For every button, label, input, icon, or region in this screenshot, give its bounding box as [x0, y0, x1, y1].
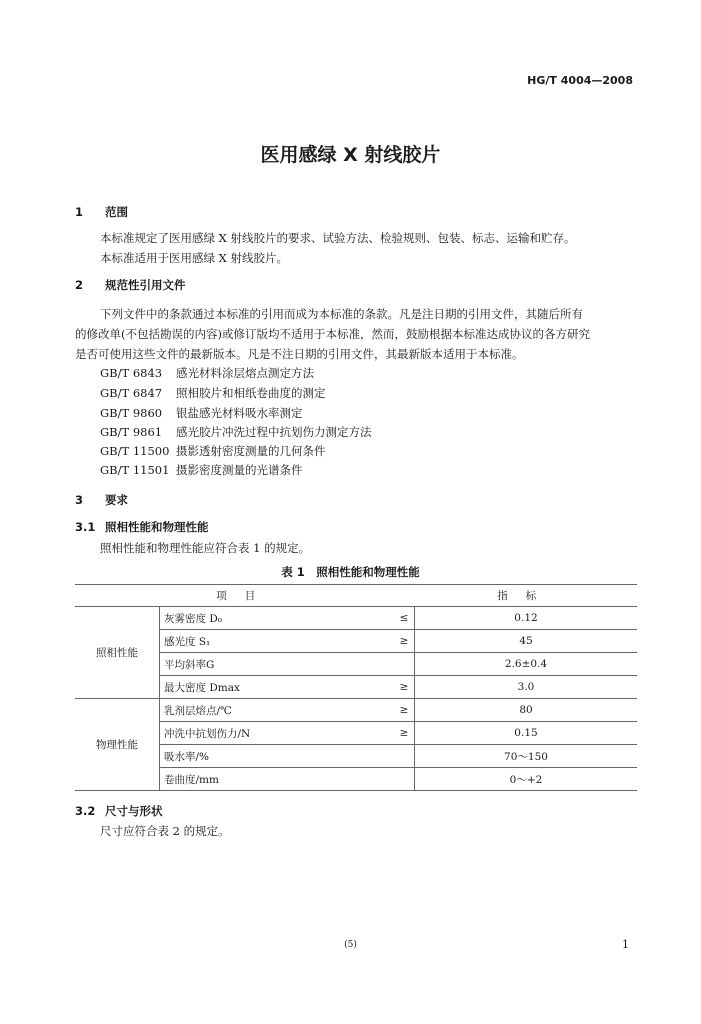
- paragraph-line: 是否可使用这些文件的最新版本。凡是不注日期的引用文件，其最新版本适用于本标准。: [75, 347, 524, 361]
- section-title: 范围: [105, 205, 128, 219]
- row-item: 吸水率/%: [160, 745, 395, 768]
- row-value: 3.0: [415, 676, 638, 699]
- table-row: [75, 676, 637, 699]
- row-operator: [394, 768, 415, 791]
- section-number: 2: [75, 278, 84, 292]
- row-value: 80: [415, 699, 638, 722]
- subsection-3-1-heading: [75, 519, 209, 535]
- reference-code: GB/T 6843: [100, 366, 163, 380]
- reference-item: [100, 385, 326, 401]
- reference-code: GB/T 6847: [100, 386, 163, 400]
- reference-title: 银盐感光材料吸水率测定: [176, 406, 303, 420]
- row-item: 冲洗中抗划伤力/N: [160, 722, 395, 745]
- header-item: 项目: [75, 585, 415, 607]
- section-title: 规范性引用文件: [105, 278, 186, 292]
- reference-code: GB/T 9860: [100, 406, 163, 420]
- row-item: 乳剂层熔点/℃: [160, 699, 395, 722]
- section-number: 3: [75, 493, 84, 507]
- reference-item: [100, 424, 372, 440]
- row-value: 45: [415, 630, 638, 653]
- section-2-heading: [75, 277, 186, 293]
- section-number: 1: [75, 205, 84, 219]
- reference-code: GB/T 9861: [100, 425, 163, 439]
- reference-title: 摄影密度测量的光谱条件: [176, 463, 303, 477]
- reference-item: [100, 462, 303, 478]
- row-operator: [394, 653, 415, 676]
- subsection-3-2-heading: [75, 803, 163, 819]
- row-operator: ≥: [394, 630, 415, 653]
- reference-title: 照相胶片和相纸卷曲度的测定: [176, 386, 326, 400]
- row-operator: ≥: [394, 699, 415, 722]
- row-value: 2.6±0.4: [415, 653, 638, 676]
- section-3-heading: [75, 492, 128, 508]
- page-number: 1: [622, 938, 629, 951]
- section-title: 要求: [105, 493, 128, 507]
- table-row: [75, 768, 637, 791]
- reference-code: GB/T 11500: [100, 444, 170, 458]
- spec-table: [75, 584, 637, 791]
- table-row: [75, 653, 637, 676]
- subsection-title: 照相性能和物理性能: [105, 520, 209, 534]
- paragraph-line: 下列文件中的条款通过本标准的引用而成为本标准的条款。凡是注日期的引用文件，其随后所有: [100, 307, 583, 321]
- section-1-heading: [75, 204, 128, 220]
- standard-code: HG/T 4004—2008: [527, 74, 633, 87]
- row-operator: ≤: [394, 607, 415, 630]
- paragraph: 照相性能和物理性能应符合表 1 的规定。: [100, 541, 311, 555]
- subsection-number: 3.1: [75, 520, 96, 534]
- reference-item: [100, 405, 303, 421]
- reference-title: 感光胶片冲洗过程中抗划伤力测定方法: [176, 425, 372, 439]
- row-operator: [394, 745, 415, 768]
- row-item: 感光度 S₁: [160, 630, 395, 653]
- paragraph: 尺寸应符合表 2 的规定。: [100, 824, 230, 838]
- table-row: [75, 699, 637, 722]
- reference-title: 摄影透射密度测量的几何条件: [176, 444, 326, 458]
- reference-code: GB/T 11501: [100, 463, 170, 477]
- table-row: [75, 745, 637, 768]
- table-row: [75, 722, 637, 745]
- footer-label: (5): [344, 940, 357, 950]
- subsection-number: 3.2: [75, 804, 96, 818]
- reference-item: [100, 365, 314, 381]
- reference-item: [100, 443, 326, 459]
- row-value: 0.15: [415, 722, 638, 745]
- row-item: 最大密度 Dmax: [160, 676, 395, 699]
- table-row: [75, 607, 637, 630]
- group-label: 照相性能: [75, 607, 160, 699]
- paragraph-line: 的修改单(不包括勘误的内容)或修订版均不适用于本标准，然而，鼓励根据本标准达成协议的各方研究: [75, 327, 590, 341]
- table-caption: 表 1 照相性能和物理性能: [281, 565, 420, 579]
- row-item: 灰雾密度 D₀: [160, 607, 395, 630]
- row-operator: ≥: [394, 676, 415, 699]
- group-label: 物理性能: [75, 699, 160, 791]
- row-value: 0～+2: [415, 768, 638, 791]
- reference-title: 感光材料涂层熔点测定方法: [176, 366, 314, 380]
- row-value: 70～150: [415, 745, 638, 768]
- document-title: 医用感绿 X 射线胶片: [260, 144, 441, 166]
- header-value: 指标: [415, 585, 638, 607]
- table-header-row: [75, 585, 637, 607]
- row-item: 卷曲度/mm: [160, 768, 395, 791]
- row-item: 平均斜率G: [160, 653, 395, 676]
- row-operator: ≥: [394, 722, 415, 745]
- paragraph: 本标准适用于医用感绿 X 射线胶片。: [100, 251, 288, 265]
- table-row: [75, 630, 637, 653]
- paragraph: 本标准规定了医用感绿 X 射线胶片的要求、试验方法、检验规则、包装、标志、运输和贮存。: [100, 231, 576, 245]
- subsection-title: 尺寸与形状: [105, 804, 163, 818]
- row-value: 0.12: [415, 607, 638, 630]
